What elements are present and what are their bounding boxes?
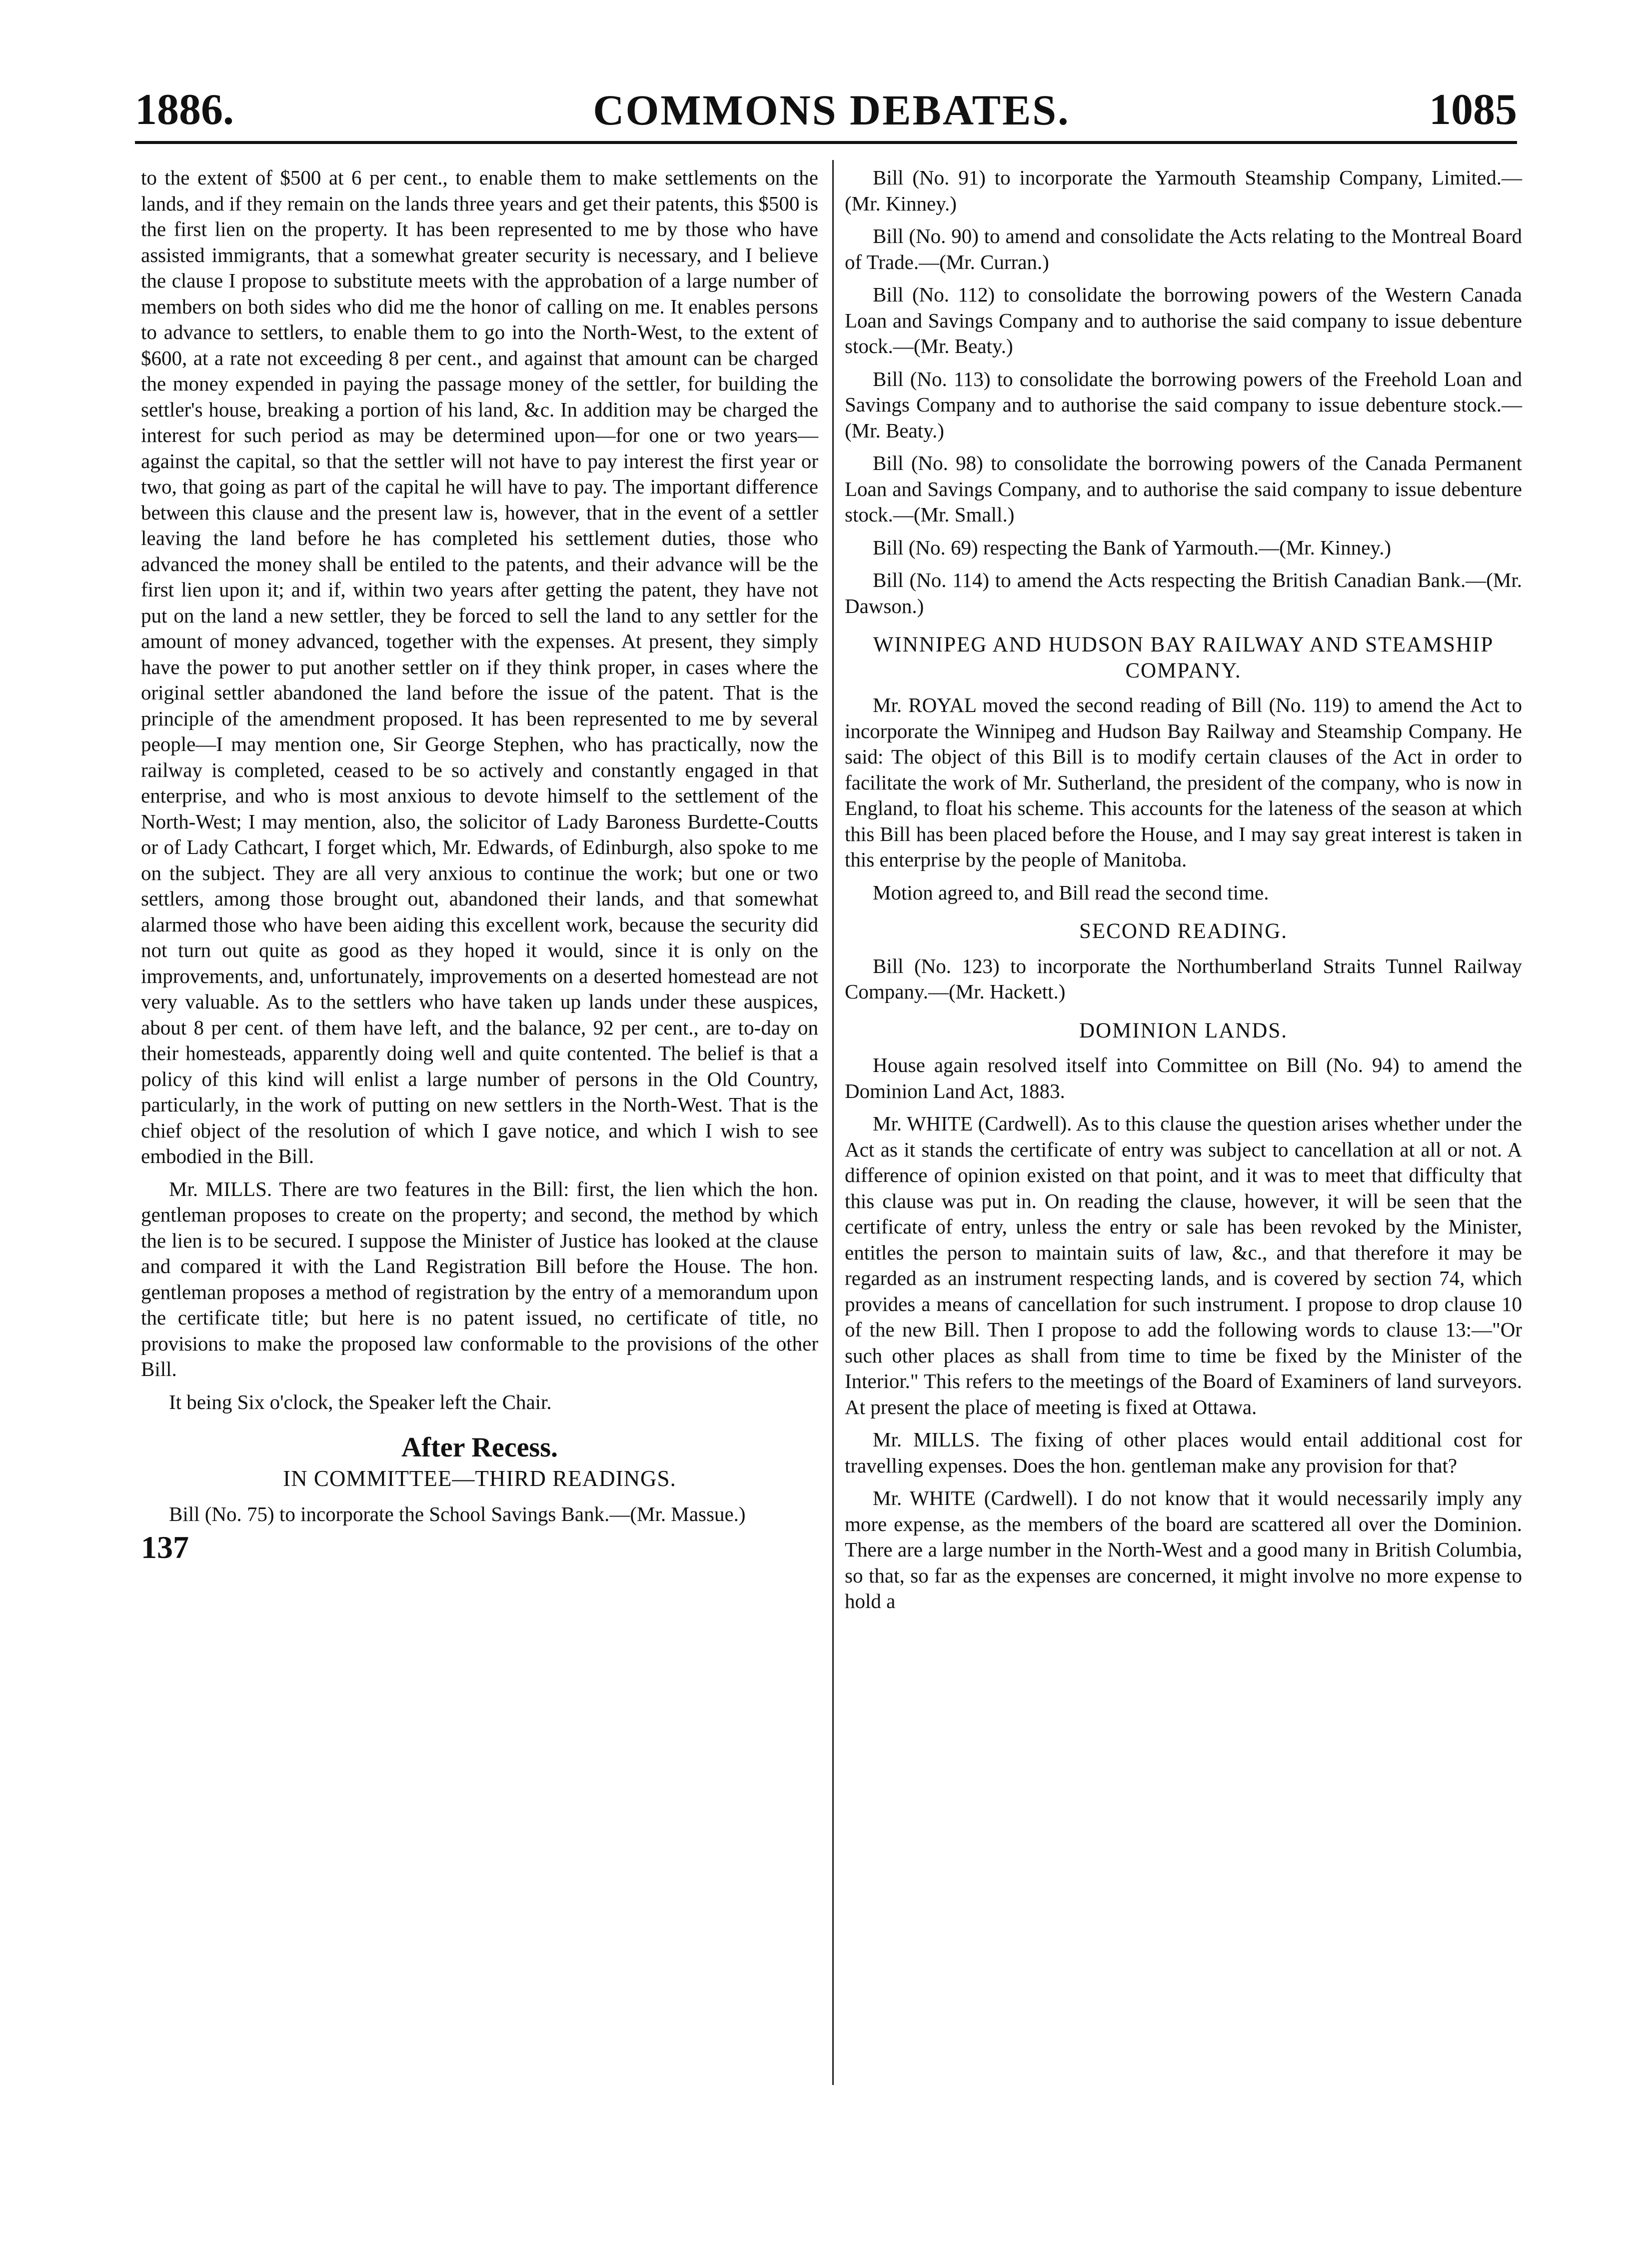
speaker-name: Mr. MILLS. [169, 1177, 272, 1200]
left-paragraph: It being Six o'clock, the Speaker left the Chair. [169, 1390, 552, 1414]
left-paragraph: to the extent of $500 at 6 per cent., to enable them to make settlements on the lands, and if they remain on the lands three years and get their patents, this $500 is the first lien on the property. It has been represented to me by those who have assisted immigrants, that a somewhat greater security is necessary, and I believe the clause I propose to substitute meets with the approbation of a large number of members on both sides who did me the honor of calling on me. It enables persons to advance to settlers, to enable them to go into the North-West, to the extent of $600, at a rate not exceeding 8 per cent., and against that amount can be charged the money expended in paying the passage money of the settler, for building the settler's house, breaking a portion of his land, &c. In addition may be charged the interest for such period as may be determined upon—for one or two years—against the capital, so that the settler will not have to pay interest the first year or two, that going as part of the capital he will have to pay. The important difference between this clause and the present law is, however, that in the event of a settler leaving the land before he has completed his settlement duties, those who advanced the money shall be entiled to the patents, and their advance will be the first lien upon it; and if, within two years after getting the patent, they have not put on the land a new settler, they be forced to sell the land to any settler for the amount of money advanced, together with the expenses. At present, they simply have the power to put another settler on if they think proper, in cases where the original settler abandoned the land before the issue of the patent. That is the principle of the amendment proposed. It has been represented to me by several people—I may mention one, Sir George Stephen, who has practically, now the railway is completed, ceased to be so actively and constantly engaged in that enterprise, and who is most anxious to devote himself to the settlement of the North-West; I may mention, also, the solicitor of Lady Baroness Burdette-Coutts or of Lady Cathcart, I forget which, Mr. Edwards, of Edinburgh, also spoke to me on the subject. They are all very anxious to continue the work; but one or two settlers, among those brought out, abandoned their lands, and that somewhat alarmed those who have been aiding this excellent work, because the security did not turn out quite as good as they hoped it would, since it is only on the improvements, and, unfortunately, improvements on a deserted homestead are not very valuable. As to the settlers who have taken up lands under these auspices, about 8 per cent. of them have left, and the balance, 92 per cent., are to-day on their homesteads, apparently doing well and quite contented. The belief is that a policy of this kind will enlist a large number of persons in the Old Country, particularly, in the work of putting on new settlers in the North-West. That is the chief object of the resolution of which I gave notice, and which I wish to see embodied in the Bill. [141, 166, 818, 1168]
bill-entry: Bill (No. 90) to amend and consolidate the Acts relating to the Montreal Board of Trade.—(Mr. Curran.) [845, 224, 1522, 274]
bill-entry: Bill (No. 75) to incorporate the School Savings Bank.—(Mr. Massue.) [169, 1502, 746, 1526]
header-page-number: 1085 [1429, 86, 1517, 134]
bill-entry: Bill (No. 123) to incorporate the Northumberland Straits Tunnel Railway Company.—(Mr. Hackett.) [845, 954, 1522, 1003]
header-title: COMMONS DEBATES. [593, 86, 1070, 134]
bill-entry: Bill (No. 98) to consolidate the borrowing powers of the Canada Permanent Loan and Savings Company, and to authorise the said company to issue debenture stock.—(Mr. Small.) [845, 452, 1522, 526]
page-header [135, 80, 1517, 135]
bill-entry: Bill (No. 113) to consolidate the borrowing powers of the Freehold Loan and Savings Company and to authorise the said company to issue debenture stock.—(Mr. Beaty.) [845, 367, 1522, 442]
section-heading: SECOND READING. [1079, 920, 1288, 943]
right-paragraph: Mr. WHITE (Cardwell). I do not know that it would necessarily imply any more expense, as the members of the board are scattered all over the Dominion. There are a large number in the North-West and a good many in British Columbia, so that, so far as the expenses are concerned, it might involve no more expense to hold a [845, 1486, 1522, 1612]
bill-entry: Bill (No. 114) to amend the Acts respecting the British Canadian Bank.—(Mr. Dawson.) [845, 568, 1522, 618]
left-column [141, 165, 818, 1565]
section-heading: DOMINION LANDS. [1079, 1018, 1288, 1042]
speech-text: There are two features in the Bill: first, the lien which the hon. gentleman proposes to create on the property; and second, the method by which the lien is to be secured. I suppose the Minister of Justice has looked at the clause and compared it with the Land Registration Bill before the House. The hon. gentleman proposes a method of registration by the entry of a memorandum upon the certificate title; but here is no patent issued, no certificate of title, no provisions to make the proposed law conformable to the provisions of the other Bill. [141, 1177, 818, 1380]
left-paragraph [141, 1176, 818, 1382]
signature-mark: 137 [141, 1529, 189, 1565]
right-paragraph: Mr. WHITE (Cardwell). As to this clause the question arises whether under the Act as it stands the certificate of entry was subject to cancellation at all or not. A difference of opinion existed on that point, and it was to meet that difficulty that this clause was put in. On reading the clause, however, it will be seen that the certificate of entry, unless the entry or sale has been revoked by the Minister, entitles the person to maintain suits of law, &c., and that therefore it may be regarded as an instrument respecting lands, and is covered by section 74, which provides a means of cancellation for such instrument. I propose to drop clause 10 of the new Bill. Then I propose to add the following words to clause 13:—"Or such other places as shall from time to time be fixed by the Minister of the Interior." This refers to the meetings of the Board of Examiners of land surveyors. At present the place of meeting is fixed at Ottawa. [845, 1112, 1522, 1418]
bill-entry: Bill (No. 69) respecting the Bank of Yarmouth.—(Mr. Kinney.) [873, 536, 1392, 559]
right-paragraph: Motion agreed to, and Bill read the second time. [873, 880, 1269, 904]
header-rule [135, 141, 1517, 144]
section-subheading: IN COMMITTEE—THIRD READINGS. [283, 1466, 676, 1491]
column-divider [832, 160, 834, 2085]
section-heading: After Recess. [401, 1432, 558, 1463]
right-paragraph: Mr. MILLS. The fixing of other places would entail additional cost for travelling expenses. Does the hon. gentleman make any provision for that? [845, 1428, 1522, 1477]
right-paragraph: Mr. ROYAL moved the second reading of Bill (No. 119) to amend the Act to incorporate the Winnipeg and Hudson Bay Railway and Steamship Company. He said: The object of this Bill is to modify certain clauses of the Act in order to facilitate the work of Mr. Sutherland, the president of the company, who is now in England, to float his scheme. This accounts for the lateness of the season at which this Bill has been placed before the House, and I may say great interest is taken in this enterprise by the people of Manitoba. [845, 694, 1522, 871]
right-column [845, 165, 1522, 1622]
bill-entry: Bill (No. 91) to incorporate the Yarmouth Steamship Company, Limited.—(Mr. Kinney.) [845, 166, 1522, 215]
bill-entry: Bill (No. 112) to consolidate the borrowing powers of the Western Canada Loan and Savings Company and to authorise the said company to issue debenture stock.—(Mr. Beaty.) [845, 283, 1522, 358]
right-paragraph: House again resolved itself into Committee on Bill (No. 94) to amend the Dominion Land Act, 1883. [845, 1054, 1522, 1102]
section-heading: WINNIPEG AND HUDSON BAY RAILWAY AND STEAMSHIP COMPANY. [873, 633, 1494, 682]
header-year: 1886. [135, 86, 234, 134]
